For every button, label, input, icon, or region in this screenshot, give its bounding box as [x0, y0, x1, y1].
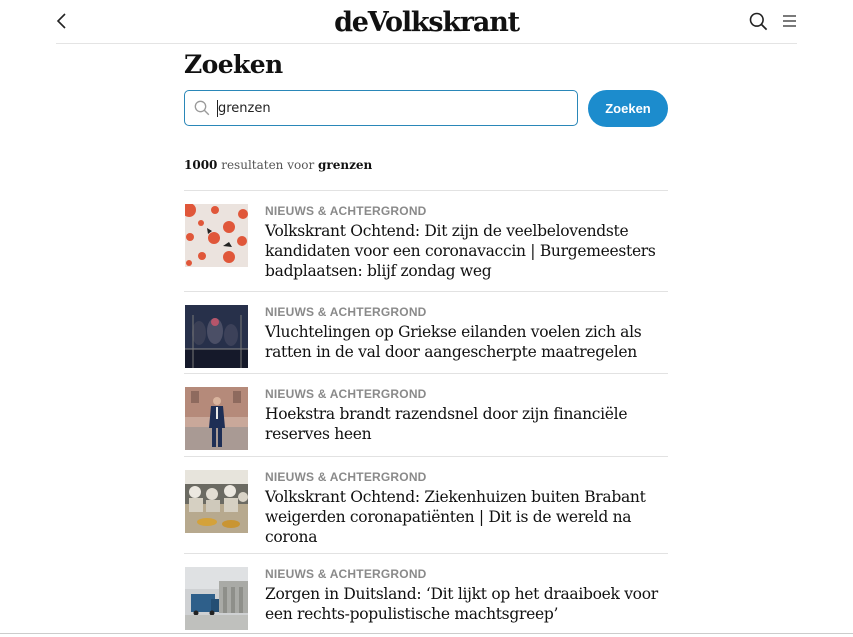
- results-summary: [184, 158, 372, 172]
- result-thumbnail: [185, 567, 248, 630]
- result-category: NIEUWS & ACHTERGROND: [265, 567, 427, 581]
- result-thumbnail: [185, 387, 248, 450]
- page-title: Zoeken: [184, 50, 283, 79]
- hamburger-menu-icon[interactable]: [783, 14, 796, 28]
- result-text: [265, 567, 669, 624]
- results-count: 1000: [184, 158, 218, 172]
- search-submit-button[interactable]: Zoeken: [588, 90, 668, 127]
- result-title[interactable]: Vluchtelingen op Griekse eilanden voelen zich als ratten in de val door aangescherpte maatregelen: [265, 323, 642, 361]
- result-category: NIEUWS & ACHTERGROND: [265, 387, 427, 401]
- result-title[interactable]: Volkskrant Ochtend: Ziekenhuizen buiten Brabant weigerden coronapatiënten | Dit is de wereld na corona: [265, 488, 646, 546]
- result-text: [265, 470, 669, 547]
- results-list: [184, 190, 668, 637]
- result-item[interactable]: [184, 553, 668, 637]
- search-field-icon: [194, 100, 210, 116]
- result-text: [265, 204, 669, 281]
- result-title[interactable]: Hoekstra brandt razendsnel door zijn financiële reserves heen: [265, 405, 628, 443]
- results-summary-text: resultaten voor: [217, 158, 319, 172]
- result-thumbnail: [185, 305, 248, 368]
- result-category: NIEUWS & ACHTERGROND: [265, 305, 427, 319]
- result-item[interactable]: [184, 291, 668, 373]
- result-text: [265, 387, 669, 444]
- result-text: [265, 305, 669, 362]
- result-title[interactable]: Zorgen in Duitsland: ‘Dit lijkt op het draaiboek voor een rechts-populistische machtsgreep’: [265, 585, 658, 623]
- search-icon[interactable]: [749, 12, 768, 31]
- result-item[interactable]: [184, 373, 668, 456]
- results-query: grenzen: [318, 158, 373, 172]
- result-category: NIEUWS & ACHTERGROND: [265, 204, 427, 218]
- search-input[interactable]: [218, 92, 568, 124]
- result-item[interactable]: [184, 456, 668, 553]
- site-header: [56, 0, 797, 44]
- result-title[interactable]: Volkskrant Ochtend: Dit zijn de veelbelovendste kandidaten voor een coronavaccin | Burgemeesters badplaatsen: blijf zondag weg: [265, 222, 656, 280]
- result-item[interactable]: [184, 190, 668, 291]
- result-thumbnail: [185, 470, 248, 533]
- result-thumbnail: [185, 204, 248, 267]
- search-field[interactable]: [184, 90, 578, 126]
- site-logo[interactable]: deVolkskrant: [334, 7, 519, 38]
- result-category: NIEUWS & ACHTERGROND: [265, 470, 427, 484]
